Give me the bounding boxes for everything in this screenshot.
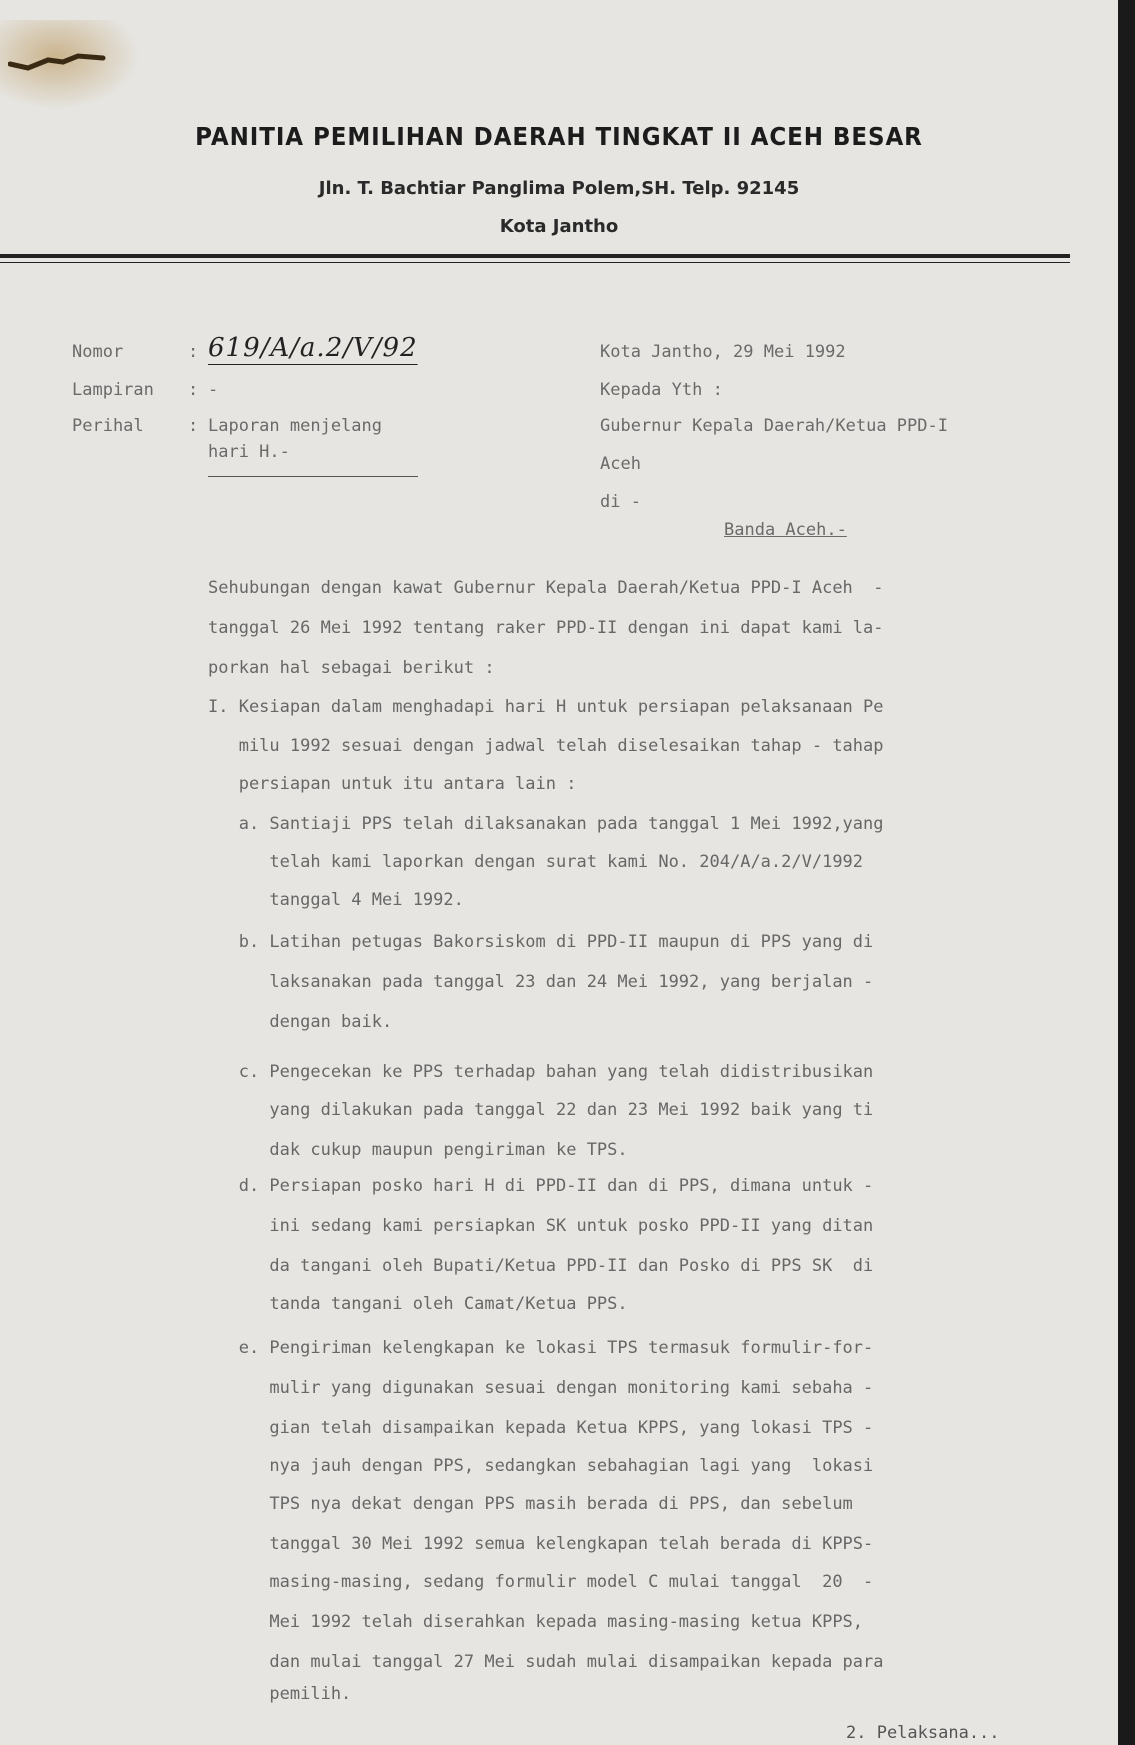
body-line: tanggal 26 Mei 1992 tentang raker PPD-II dengan ini dapat kami la- xyxy=(208,618,884,638)
letterhead-city: Kota Jantho xyxy=(499,216,619,237)
body-line: mulir yang digunakan sesuai dengan monitoring kami sebaha - xyxy=(208,1378,874,1398)
body-line: Sehubungan dengan kawat Gubernur Kepala Daerah/Ketua PPD-I Aceh - xyxy=(208,578,884,598)
lampiran-colon: : xyxy=(188,380,199,400)
letter-date: Kota Jantho, 29 Mei 1992 xyxy=(600,342,846,362)
body-line: dengan baik. xyxy=(208,1012,393,1032)
body-line: tanggal 4 Mei 1992. xyxy=(208,890,464,910)
body-line: dak cukup maupun pengiriman ke TPS. xyxy=(208,1140,628,1160)
page-continuation: 2. Pelaksana... xyxy=(846,1723,1000,1743)
body-line: TPS nya dekat dengan PPS masih berada di PPS, dan sebelum xyxy=(208,1494,853,1514)
body-line: pemilih. xyxy=(208,1684,352,1704)
perihal-label: Perihal xyxy=(72,416,144,436)
nomor-value: 619/A/a.2/V/92 xyxy=(208,333,418,363)
body-line: tanda tangani oleh Camat/Ketua PPS. xyxy=(208,1294,628,1314)
body-line: a. Santiaji PPS telah dilaksanakan pada tanggal 1 Mei 1992,yang xyxy=(208,814,884,834)
nomor-label: Nomor xyxy=(72,342,124,362)
letterhead-rule xyxy=(0,254,1070,258)
lampiran-label: Lampiran xyxy=(72,380,154,400)
addressee-name: Gubernur Kepala Daerah/Ketua PPD-I xyxy=(600,416,948,436)
nomor-colon: : xyxy=(188,342,199,362)
letterhead-title: PANITIA PEMILIHAN DAERAH TINGKAT II ACEH BESAR xyxy=(195,122,923,151)
body-line: b. Latihan petugas Bakorsiskom di PPD-II maupun di PPS yang di xyxy=(208,932,874,952)
body-line: laksanakan pada tanggal 23 dan 24 Mei 1992, yang berjalan - xyxy=(208,972,874,992)
body-line: yang dilakukan pada tanggal 22 dan 23 Mei 1992 baik yang ti xyxy=(208,1100,874,1120)
body-line: I. Kesiapan dalam menghadapi hari H untuk persiapan pelaksanaan Pe xyxy=(208,697,884,717)
body-line: dan mulai tanggal 27 Mei sudah mulai disampaikan kepada para xyxy=(208,1652,884,1672)
body-line: nya jauh dengan PPS, sedangkan sebahagian lagi yang lokasi xyxy=(208,1456,874,1476)
letterhead-rule-thin xyxy=(0,262,1070,263)
body-line: c. Pengecekan ke PPS terhadap bahan yang telah didistribusikan xyxy=(208,1062,874,1082)
perihal-colon: : xyxy=(188,416,199,436)
addressee-place: Banda Aceh.- xyxy=(724,520,847,540)
body-line: tanggal 30 Mei 1992 semua kelengkapan telah berada di KPPS- xyxy=(208,1534,874,1554)
body-line: d. Persiapan posko hari H di PPD-II dan di PPS, dimana untuk - xyxy=(208,1176,874,1196)
addressee-to: Kepada Yth : xyxy=(600,380,723,400)
body-line: gian telah disampaikan kepada Ketua KPPS, yang lokasi TPS - xyxy=(208,1418,874,1438)
addressee-di: di - xyxy=(600,492,641,512)
scan-edge xyxy=(1118,0,1135,1745)
body-line: milu 1992 sesuai dengan jadwal telah diselesaikan tahap - tahap xyxy=(208,736,884,756)
ink-scribble xyxy=(8,46,128,76)
addressee-region: Aceh xyxy=(600,454,641,474)
letterhead-address: Jln. T. Bachtiar Panglima Polem,SH. Telp. 92145 xyxy=(318,178,800,199)
lampiran-value: - xyxy=(208,380,219,400)
body-line: e. Pengiriman kelengkapan ke lokasi TPS termasuk formulir-for- xyxy=(208,1338,874,1358)
body-line: Mei 1992 telah diserahkan kepada masing-masing ketua KPPS, xyxy=(208,1612,864,1632)
body-line: telah kami laporkan dengan surat kami No. 204/A/a.2/V/1992 xyxy=(208,852,864,872)
perihal-value: Laporan menjelang xyxy=(208,416,382,436)
body-line: masing-masing, sedang formulir model C mulai tanggal 20 - xyxy=(208,1572,874,1592)
perihal-underline xyxy=(208,476,418,477)
body-line: ini sedang kami persiapkan SK untuk posko PPD-II yang ditan xyxy=(208,1216,874,1236)
perihal-value-cont: hari H.- xyxy=(208,442,290,462)
body-line: persiapan untuk itu antara lain : xyxy=(208,774,577,794)
body-line: da tangani oleh Bupati/Ketua PPD-II dan Posko di PPS SK di xyxy=(208,1256,874,1276)
body-line: porkan hal sebagai berikut : xyxy=(208,658,495,678)
